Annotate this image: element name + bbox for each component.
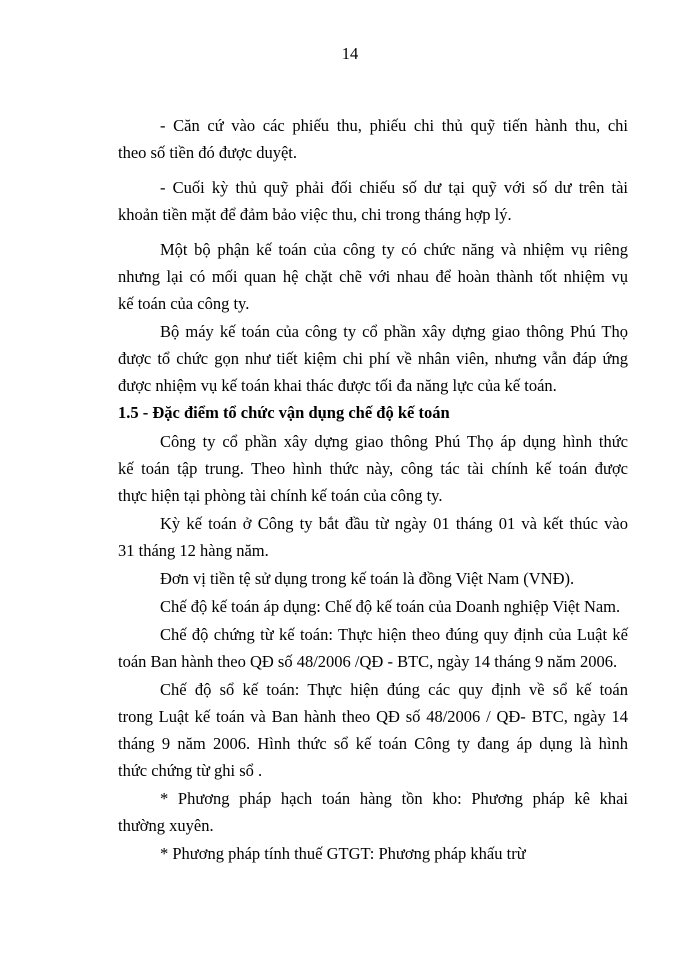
text-line: Đơn vị tiền tệ sử dụng trong kế toán là đồng Việt Nam (VNĐ). bbox=[160, 569, 575, 588]
text-line: * Phương pháp tính thuế GTGT: Phương pháp khấu trừ bbox=[160, 844, 526, 863]
text-line: thức chứng từ ghi sổ . bbox=[118, 761, 263, 780]
section-heading: 1.5 - Đặc điểm tổ chức vận dụng chế độ kế toán bbox=[118, 403, 450, 422]
text-line: tháng 9 năm 2006. Hình thức sổ kế toán Công ty đang áp dụng là hình bbox=[118, 734, 628, 753]
text-line: kế toán của công ty. bbox=[118, 294, 250, 313]
text-line: Một bộ phận kế toán của công ty có chức năng và nhiệm vụ riêng bbox=[160, 240, 628, 259]
text-line: Kỳ kế toán ở Công ty bắt đầu từ ngày 01 tháng 01 và kết thúc vào bbox=[160, 514, 628, 533]
text-line: được nhiệm vụ kế toán khai thác được tối đa năng lực của kế toán. bbox=[118, 376, 557, 395]
text-line: Chế độ sổ kế toán: Thực hiện đúng các quy định về sổ kế toán bbox=[160, 680, 628, 699]
text-line: toán Ban hành theo QĐ số 48/2006 /QĐ - BTC, ngày 14 tháng 9 năm 2006. bbox=[118, 652, 618, 671]
text-line: thường xuyên. bbox=[118, 816, 214, 835]
text-line: được tổ chức gọn như tiết kiệm chi phí về nhân viên, nhưng vẫn đáp ứng bbox=[118, 349, 628, 368]
page-number: 14 bbox=[341, 44, 359, 63]
text-line: trong Luật kế toán và Ban hành theo QĐ số 48/2006 / QĐ- BTC, ngày 14 bbox=[118, 707, 628, 726]
text-line: 31 tháng 12 hàng năm. bbox=[118, 541, 269, 560]
text-line: Bộ máy kế toán của công ty cổ phần xây dựng giao thông Phú Thọ bbox=[160, 322, 628, 341]
text-line: * Phương pháp hạch toán hàng tồn kho: Phương pháp kê khai bbox=[160, 789, 628, 808]
text-line: khoản tiền mặt để đảm bảo việc thu, chi trong tháng hợp lý. bbox=[118, 205, 512, 224]
text-line: thực hiện tại phòng tài chính kế toán của công ty. bbox=[118, 486, 443, 505]
text-line: - Cuối kỳ thủ quỹ phải đối chiếu số dư tại quỹ với số dư trên tài bbox=[160, 178, 628, 197]
text-line: theo số tiền đó được duyệt. bbox=[118, 143, 297, 162]
text-line: Chế độ kế toán áp dụng: Chế độ kế toán của Doanh nghiệp Việt Nam. bbox=[160, 597, 621, 616]
text-line: nhưng lại có mối quan hệ chặt chẽ với nhau để hoàn thành tốt nhiệm vụ bbox=[118, 267, 628, 286]
text-line: Chế độ chứng từ kế toán: Thực hiện theo đúng quy định của Luật kế bbox=[160, 625, 628, 644]
text-line: kế toán tập trung. Theo hình thức này, công tác tài chính kế toán được bbox=[118, 459, 628, 478]
text-line: - Căn cứ vào các phiếu thu, phiếu chi thủ quỹ tiến hành thu, chi bbox=[160, 116, 628, 135]
text-line: Công ty cổ phần xây dựng giao thông Phú Thọ áp dụng hình thức bbox=[160, 432, 628, 451]
